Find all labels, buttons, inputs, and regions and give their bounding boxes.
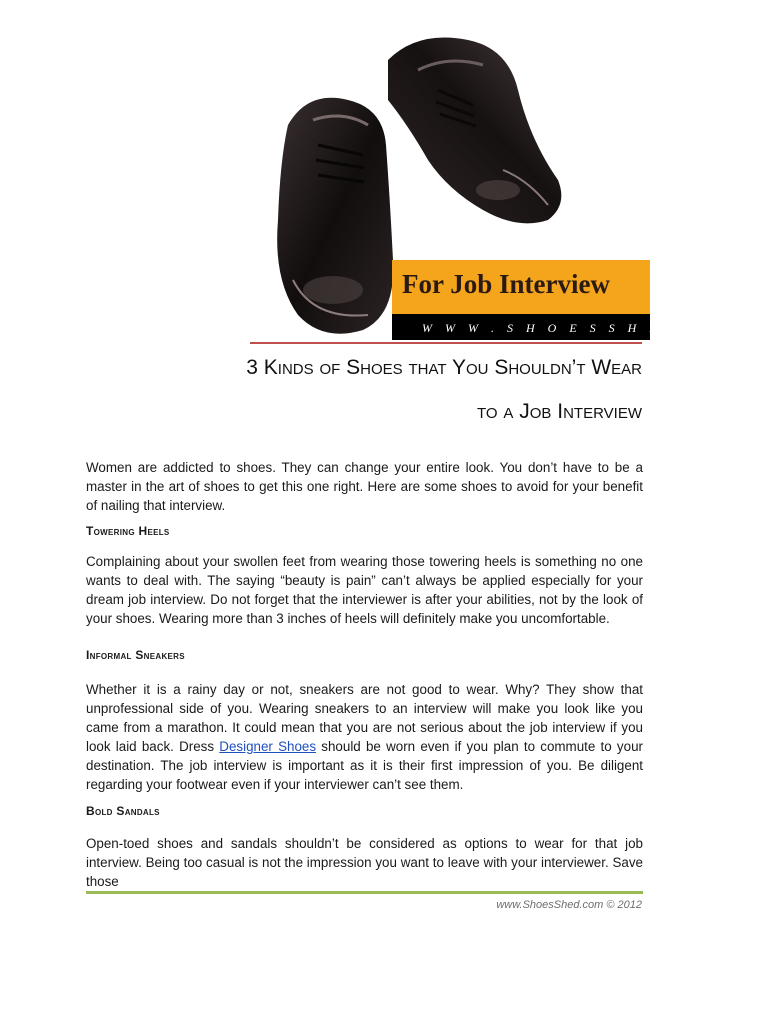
footer-copyright: www.ShoesShed.com © 2012 [496, 899, 642, 911]
section-body-heels: Complaining about your swollen feet from wearing those towering heels is something no one wants to deal with. The saying “beauty is pain” can’t always be applied especially for your dream job interview. Do not forget that the interviewer is after your abilities, not by the look of your shoes. Wearing more than 3 inches of heels will definitely make you uncomfortable. [86, 554, 643, 626]
section-heading-heels: Towering Heels [86, 524, 170, 538]
banner-url: W W W . S H O E S S H E D . C O M [422, 321, 765, 335]
page-title-line-2: to a Job Interview [477, 400, 642, 423]
footer-divider [86, 891, 643, 894]
section-heading-sneakers: Informal Sneakers [86, 648, 185, 662]
banner-title: For Job Interview [402, 269, 610, 299]
hero-image [268, 30, 765, 342]
designer-shoes-link[interactable]: Designer Shoes [219, 739, 317, 754]
section-body-sandals: Open-toed shoes and sandals shouldn’t be considered as options to wear for that job interview. Being too casual is not the impression you want to leave with your interviewer. Save those [86, 836, 643, 889]
section-body-sneakers [86, 680, 643, 794]
intro-paragraph: Women are addicted to shoes. They can change your entire look. You don’t have to be a master in the art of shoes to get this one right. Here are some shoes to avoid for your benefit of nailing that interview. [86, 460, 643, 513]
title-divider [250, 342, 642, 344]
page-title-line-1: 3 Kinds of Shoes that You Shouldn’t Wear [246, 356, 642, 379]
promo-banner [392, 260, 765, 340]
sneakers-text-after-link: should be worn even if you plan to commute to your destination. The job interview is important as it is their first impression of you. Be diligent regarding your footwear even if your interviewer can’t see them. [86, 739, 643, 792]
sneakers-text-before-link: Whether it is a rainy day or not, sneakers are not good to wear. Why? They show that unprofessional side of you. Wearing sneakers to an interview will make you look like you came from a marathon. It could mean that you are not serious about the job interview if you look laid back. Dress [86, 682, 643, 754]
section-heading-sandals: Bold Sandals [86, 804, 160, 818]
